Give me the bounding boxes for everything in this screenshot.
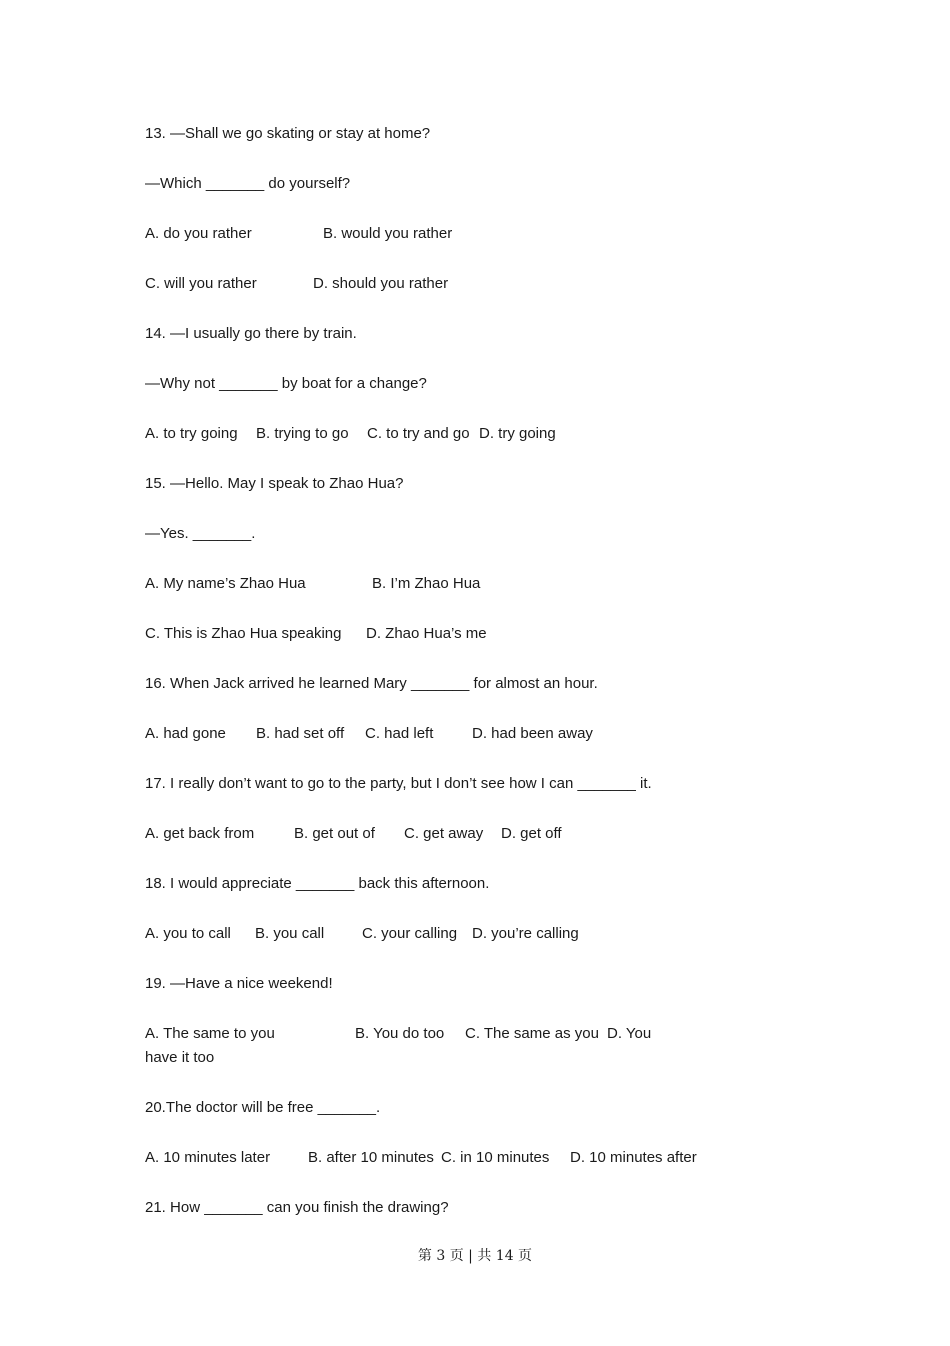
option-d: D. should you rather: [313, 275, 449, 292]
option-a: A. My name’s Zhao Hua: [145, 575, 306, 592]
question-21-stem: 21. How _______ can you finish the drawing?: [145, 1199, 449, 1216]
option-c: C. your calling: [362, 925, 458, 942]
option-d: D. 10 minutes after: [570, 1149, 697, 1166]
option-c: C. in 10 minutes: [441, 1149, 550, 1166]
option-b: B. had set off: [256, 725, 345, 742]
question-17-stem: 17. I really don’t want to go to the party, but I don’t see how I can _______ it.: [145, 775, 652, 792]
option-c: C. to try and go: [367, 425, 470, 442]
option-d: D. get off: [501, 825, 562, 842]
option-a: A. to try going: [145, 425, 238, 442]
option-a: A. do you rather: [145, 225, 252, 242]
option-b: B. after 10 minutes: [308, 1149, 434, 1166]
option-d: D. had been away: [472, 725, 593, 742]
option-b: B. get out of: [294, 825, 375, 842]
option-d: D. You have it too: [145, 1025, 652, 1066]
question-14-stem: 14. —I usually go there by train.: [145, 325, 357, 342]
option-b: B. you call: [255, 925, 325, 942]
option-a: A. 10 minutes later: [145, 1149, 271, 1166]
option-c: C. This is Zhao Hua speaking: [145, 625, 342, 642]
option-a: A. had gone: [145, 725, 226, 742]
question-list: [145, 122, 745, 1246]
question-19-options: [145, 1022, 665, 1070]
question-13-options-row-1: [145, 222, 745, 246]
question-15-reply: —Yes. _______.: [145, 525, 256, 542]
option-d: D. you’re calling: [472, 925, 579, 942]
question-14-options: [145, 422, 745, 446]
question-14-reply: —Why not _______ by boat for a change?: [145, 375, 427, 392]
question-17-options: [145, 822, 745, 846]
option-c: C. The same as you: [465, 1025, 599, 1042]
option-a: A. get back from: [145, 825, 255, 842]
question-20-stem: 20.The doctor will be free _______.: [145, 1099, 381, 1116]
question-15-options-row-2: [145, 622, 745, 646]
option-b: B. would you rather: [323, 225, 453, 242]
option-c: C. get away: [404, 825, 484, 842]
question-13-reply: —Which _______ do yourself?: [145, 175, 351, 192]
question-18-options: [145, 922, 745, 946]
option-a: A. The same to you: [145, 1025, 275, 1042]
question-16-stem: 16. When Jack arrived he learned Mary _______ for almost an hour.: [145, 675, 598, 692]
option-d: D. Zhao Hua’s me: [366, 625, 487, 642]
option-a: A. you to call: [145, 925, 231, 942]
option-c: C. will you rather: [145, 275, 257, 292]
option-c: C. had left: [365, 725, 434, 742]
question-16-options: [145, 722, 745, 746]
question-15-stem: 15. —Hello. May I speak to Zhao Hua?: [145, 475, 404, 492]
question-15-options-row-1: [145, 572, 745, 596]
question-13-options-row-2: [145, 272, 745, 296]
page-footer: 第 3 页 | 共 14 页: [417, 1248, 533, 1264]
option-b: B. You do too: [355, 1025, 445, 1042]
option-d: D. try going: [479, 425, 556, 442]
question-13-stem: 13. —Shall we go skating or stay at home?: [145, 125, 431, 142]
question-19-stem: 19. —Have a nice weekend!: [145, 975, 333, 992]
question-18-stem: 18. I would appreciate _______ back this afternoon.: [145, 875, 490, 892]
option-b: B. I’m Zhao Hua: [372, 575, 481, 592]
option-b: B. trying to go: [256, 425, 349, 442]
question-20-options: [145, 1146, 745, 1170]
